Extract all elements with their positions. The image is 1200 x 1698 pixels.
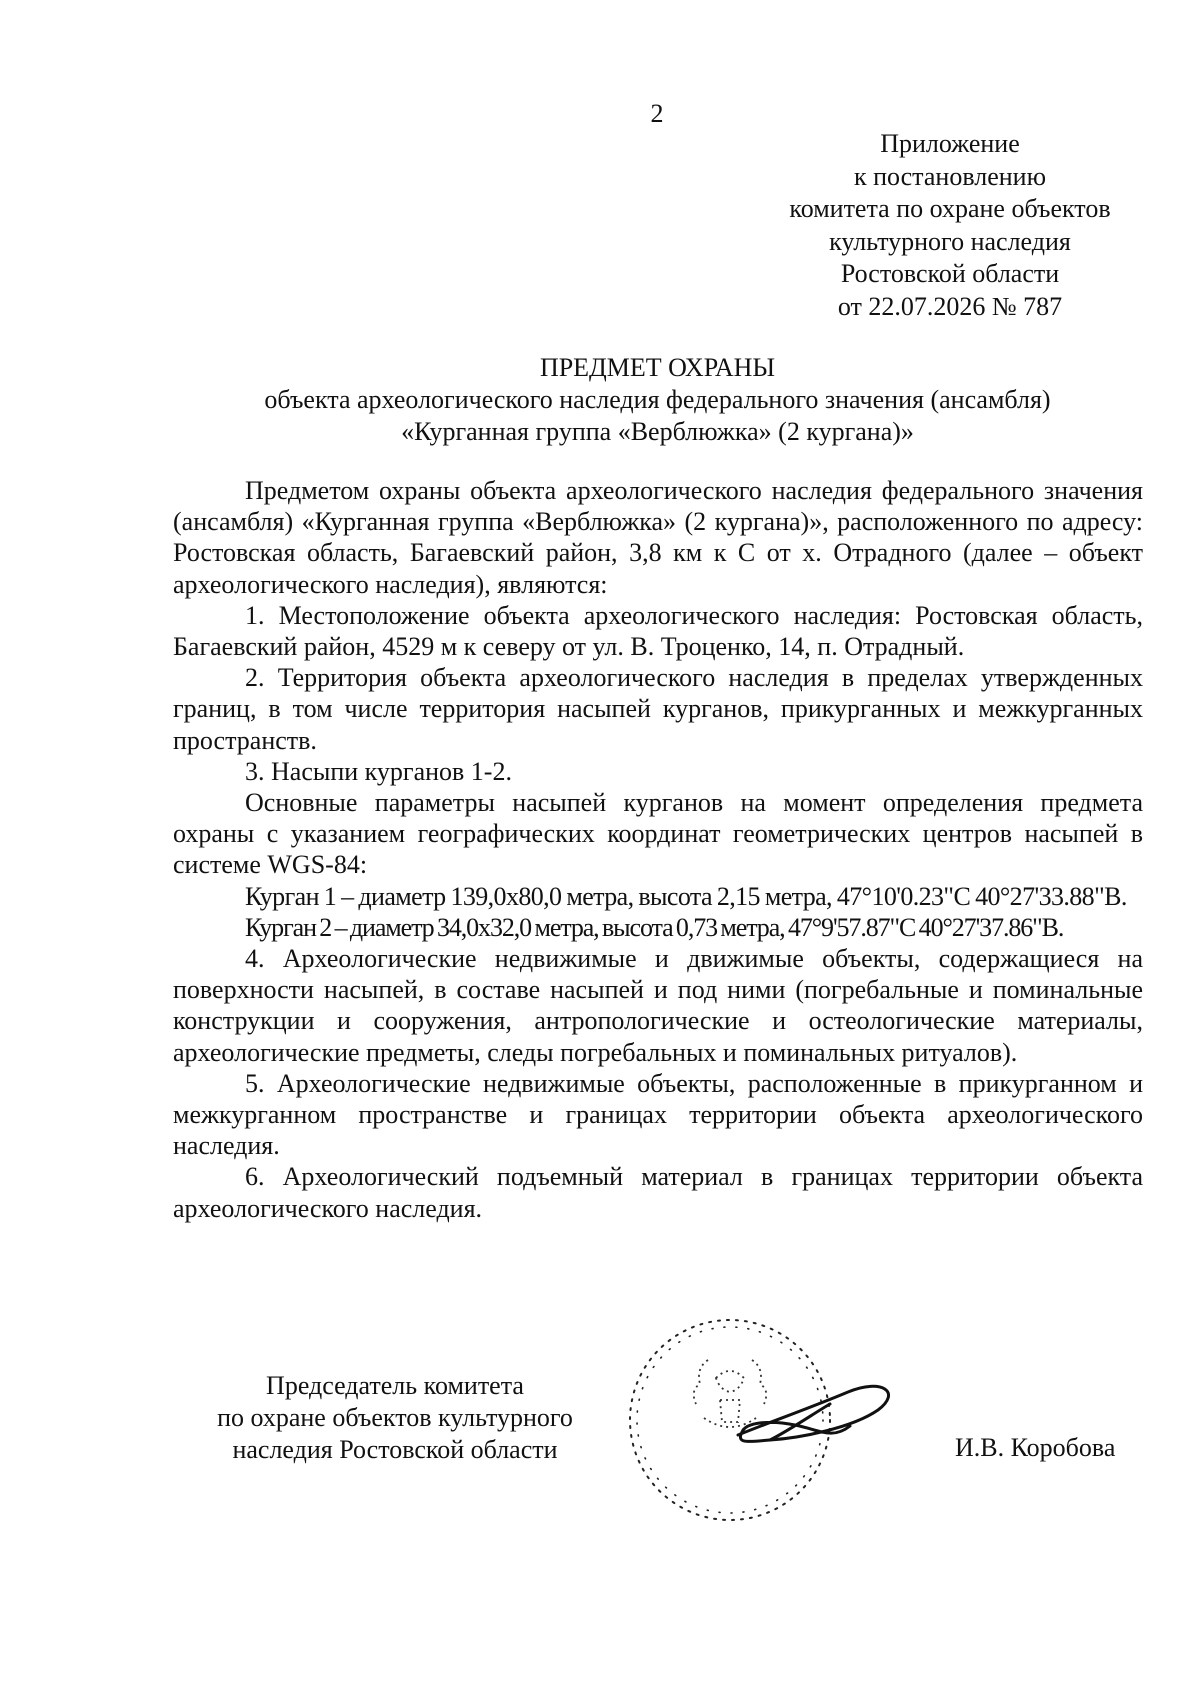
body-paragraph: 1. Местоположение объекта археологического наследия: Ростовская область, Багаевский район, 4529 м к северу от ул. В. Троценко, 14, п. Отрадный. bbox=[173, 600, 1143, 662]
signer-title-line: по охране объектов культурного bbox=[217, 1403, 573, 1432]
mound-2-parameters: Курган 2 – диаметр 34,0х32,0 метра, высота 0,73 метра, 47°9'57.87"С 40°27'37.86"В. bbox=[245, 912, 1064, 942]
appendix-line: комитета по охране объектов bbox=[789, 194, 1111, 223]
body-paragraph: 5. Археологические недвижимые объекты, расположенные в прикурганном и межкурганном пространстве и границах территории объекта археологического наследия. bbox=[173, 1068, 1143, 1161]
body-paragraph: 3. Насыпи курганов 1-2. bbox=[245, 756, 512, 786]
signature-block bbox=[0, 1300, 1200, 1560]
document-body bbox=[173, 475, 1143, 1224]
mound-1-parameters: Курган 1 – диаметр 139,0х80,0 метра, высота 2,15 метра, 47°10'0.23"С 40°27'33.88"В. bbox=[245, 881, 1127, 911]
appendix-line: к постановлению bbox=[853, 161, 1047, 191]
official-seal-with-signature bbox=[620, 1300, 960, 1540]
appendix-header bbox=[735, 128, 1165, 323]
document-title bbox=[130, 352, 1185, 448]
body-paragraph: 4. Археологические недвижимые и движимые объекты, содержащиеся на поверхности насыпей, в составе насыпей и под ними (погребальные и поминальные конструкции и сооружения, антропологические и остеологические материалы, археологические предметы, следы погребальных и поминальных ритуалов). bbox=[173, 944, 1143, 1067]
seal-stamp bbox=[630, 1320, 830, 1520]
body-paragraph: Основные параметры насыпей курганов на момент определения предмета охраны с указанием географических координат геометрических центров насыпей в системе WGS-84: bbox=[173, 788, 1143, 880]
title-heading: ПРЕДМЕТ ОХРАНЫ bbox=[539, 353, 776, 382]
title-object-name: «Курганная группа «Верблюжка» (2 кургана)» bbox=[401, 417, 914, 446]
signer-title-line: Председатель комитета bbox=[266, 1371, 524, 1400]
appendix-line: культурного наследия bbox=[829, 226, 1071, 256]
page-number: 2 bbox=[650, 99, 664, 128]
body-paragraph: 2. Территория объекта археологического наследия в пределах утвержденных границ, в том числе территория насыпей курганов, прикурганных и межкурганных пространств. bbox=[173, 663, 1143, 755]
appendix-line: Приложение bbox=[880, 129, 1020, 158]
appendix-line: Ростовской области bbox=[840, 259, 1060, 288]
signature-mark bbox=[738, 1386, 889, 1441]
signer-title bbox=[170, 1370, 620, 1466]
body-paragraph: Предметом охраны объекта археологического наследия федерального значения (ансамбля) «Курганная группа «Верблюжка» (2 кургана)», расположенного по адресу: Ростовская область, Багаевский район, 3,8 км к С от х. Отрадного (далее – объект археологического наследия), являются: bbox=[173, 476, 1143, 599]
body-paragraph: 6. Археологический подъемный материал в границах территории объекта археологического наследия. bbox=[173, 1162, 1143, 1223]
appendix-date-number: от 22.07.2026 № 787 bbox=[837, 291, 1063, 321]
title-subline: объекта археологического наследия федерального значения (ансамбля) bbox=[264, 385, 1051, 414]
seal-emblem bbox=[694, 1360, 767, 1427]
signer-name: И.В. Коробова bbox=[955, 1433, 1116, 1462]
signer-title-line: наследия Ростовской области bbox=[232, 1435, 558, 1464]
